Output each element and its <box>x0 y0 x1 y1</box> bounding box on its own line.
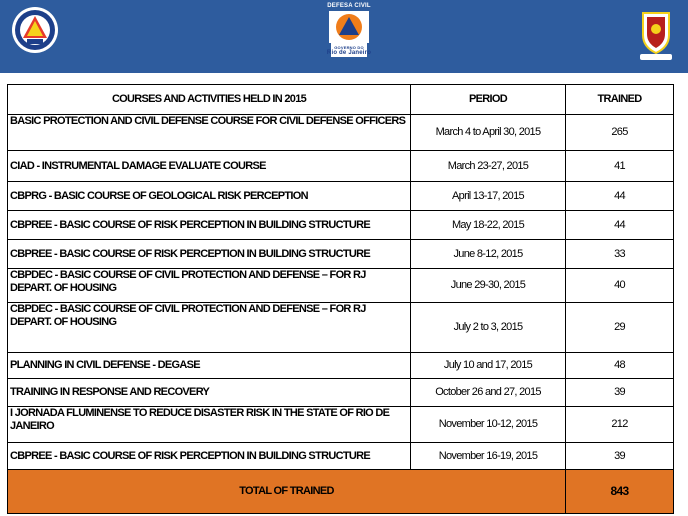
trained-cell: 212 <box>566 407 674 443</box>
trained-cell: 44 <box>566 211 674 240</box>
course-cell: BASIC PROTECTION AND CIVIL DEFENSE COURSE FOR CIVIL DEFENSE OFFICERS <box>8 115 411 151</box>
table-row <box>8 443 674 470</box>
table-row <box>8 379 674 407</box>
course-cell: CBPREE - BASIC COURSE OF RISK PERCEPTION IN BUILDING STRUCTURE <box>8 443 411 470</box>
trained-cell: 40 <box>566 269 674 303</box>
course-cell: TRAINING IN RESPONSE AND RECOVERY <box>8 379 411 407</box>
course-cell: CBPRG - BASIC COURSE OF GEOLOGICAL RISK PERCEPTION <box>8 182 411 211</box>
courses-table <box>7 84 674 514</box>
trained-cell: 265 <box>566 115 674 151</box>
defesa-civil-title: DEFESA CIVIL <box>327 3 371 9</box>
period-cell: March 4 to April 30, 2015 <box>411 115 566 151</box>
course-cell: CBPDEC - BASIC COURSE OF CIVIL PROTECTION AND DEFENSE – FOR RJ DEPART. OF HOUSING <box>8 269 411 303</box>
defesa-civil-logo-icon <box>326 11 372 69</box>
period-cell: July 10 and 17, 2015 <box>411 353 566 379</box>
trained-column-header: TRAINED <box>566 85 674 115</box>
trained-cell: 44 <box>566 182 674 211</box>
defesa-civil-subtitle-1: GOVERNO DO <box>334 45 364 50</box>
period-cell: May 18-22, 2015 <box>411 211 566 240</box>
table-row <box>8 115 674 151</box>
period-column-header: PERIOD <box>411 85 566 115</box>
trained-cell: 39 <box>566 379 674 407</box>
course-cell: CBPREE - BASIC COURSE OF RISK PERCEPTION IN BUILDING STRUCTURE <box>8 240 411 269</box>
trained-cell: 33 <box>566 240 674 269</box>
period-cell: June 8-12, 2015 <box>411 240 566 269</box>
total-label: TOTAL OF TRAINED <box>8 470 566 514</box>
course-column-header: COURSES AND ACTIVITIES HELD IN 2015 <box>8 85 411 115</box>
trained-cell: 39 <box>566 443 674 470</box>
period-cell: October 26 and 27, 2015 <box>411 379 566 407</box>
table-row <box>8 353 674 379</box>
period-cell: March 23-27, 2015 <box>411 151 566 182</box>
header-banner <box>0 0 688 73</box>
total-value: 843 <box>566 470 674 514</box>
table-row <box>8 269 674 303</box>
period-cell: November 10-12, 2015 <box>411 407 566 443</box>
table-row <box>8 182 674 211</box>
period-cell: July 2 to 3, 2015 <box>411 303 566 353</box>
trained-cell: 48 <box>566 353 674 379</box>
total-row <box>8 470 674 514</box>
trained-cell: 41 <box>566 151 674 182</box>
period-cell: April 13-17, 2015 <box>411 182 566 211</box>
table-row <box>8 151 674 182</box>
table-row <box>8 211 674 240</box>
period-cell: June 29-30, 2015 <box>411 269 566 303</box>
period-cell: November 16-19, 2015 <box>411 443 566 470</box>
course-cell: CIAD - INSTRUMENTAL DAMAGE EVALUATE COURSE <box>8 151 411 182</box>
course-cell: PLANNING IN CIVIL DEFENSE - DEGASE <box>8 353 411 379</box>
fire-department-badge-icon <box>11 4 59 56</box>
table-row <box>8 303 674 353</box>
trained-cell: 29 <box>566 303 674 353</box>
table-header-row <box>8 85 674 115</box>
table-row <box>8 407 674 443</box>
table-row <box>8 240 674 269</box>
military-shield-icon <box>637 7 675 63</box>
course-cell: I JORNADA FLUMINENSE TO REDUCE DISASTER RISK IN THE STATE OF RIO DE JANEIRO <box>8 407 411 443</box>
defesa-civil-subtitle-2: Rio de Janeiro <box>326 50 372 56</box>
course-cell: CBPREE - BASIC COURSE OF RISK PERCEPTION IN BUILDING STRUCTURE <box>8 211 411 240</box>
course-cell: CBPDEC - BASIC COURSE OF CIVIL PROTECTION AND DEFENSE – FOR RJ DEPART. OF HOUSING <box>8 303 411 353</box>
